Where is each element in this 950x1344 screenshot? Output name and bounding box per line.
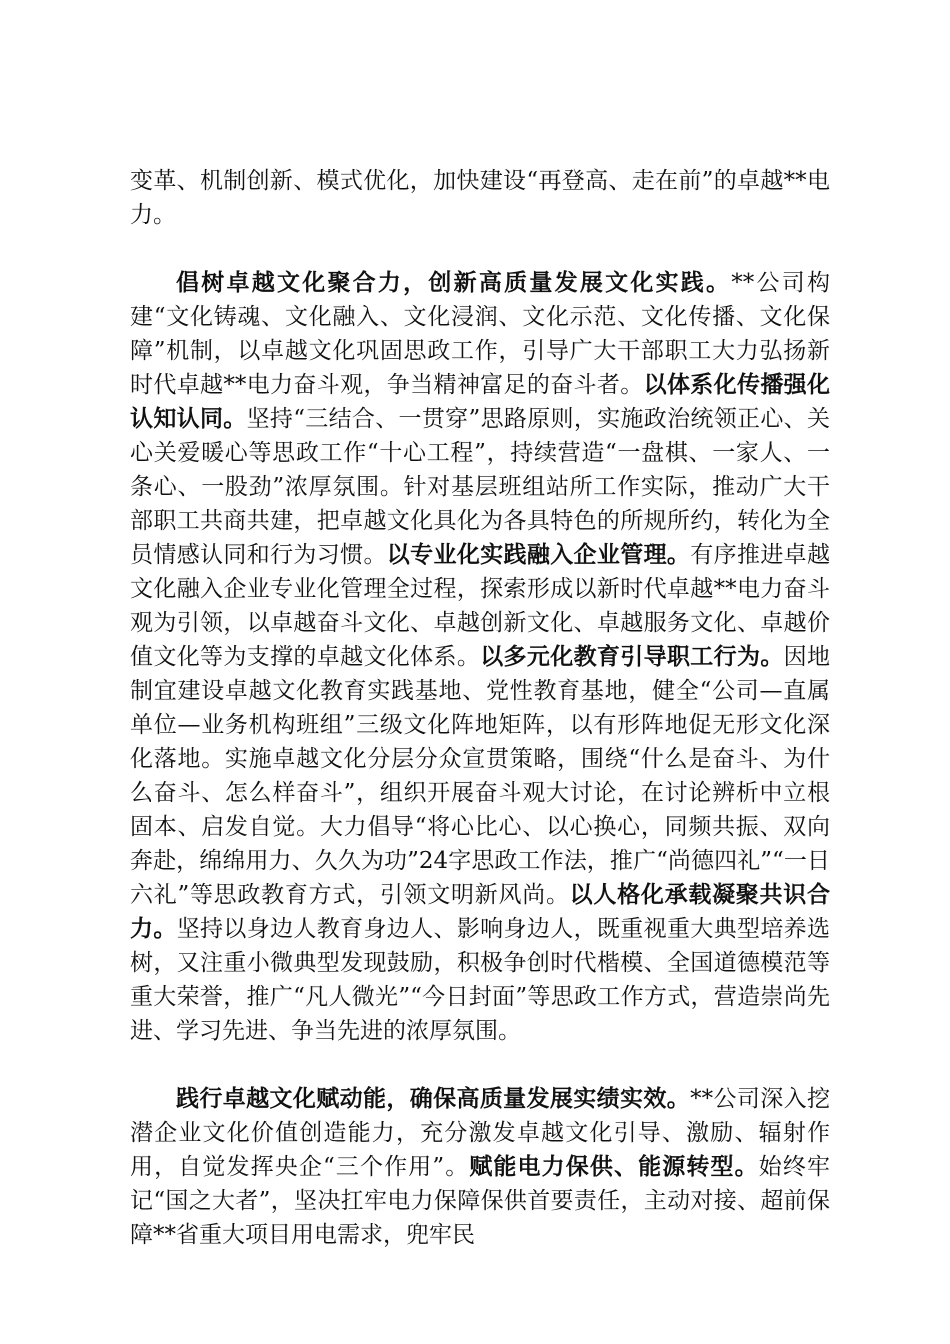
document-page <box>130 164 830 1252</box>
inline-heading-diversified-education: 以多元化教育引导职工行为。 <box>480 643 784 670</box>
inline-heading-power-supply: 赋能电力保供、能源转型。 <box>469 1153 759 1180</box>
paragraph-culture-practice <box>130 266 830 1048</box>
paragraph-text: **公司深入挖潜企业文化价值创造能力，充分激发卓越文化引导、激励、辐射作用，自觉发挥央企“三个作用”。 <box>130 1086 831 1180</box>
paragraph-culture-empowerment <box>130 1082 830 1252</box>
inline-heading-professional-practice: 以专业化实践融入企业管理。 <box>386 541 691 568</box>
paragraph-text: 始终牢记“国之大者”，坚决扛牢电力保障保供首要责任，主动对接、超前保障**省重大项目用电需求，兜牢民 <box>130 1154 830 1248</box>
paragraph-text: 坚持“三结合、一贯穿”思路原则，实施政治统领正心、关心关爱暖心等思政工作“十心工程”，持续营造“一盘棋、一家人、一条心、一股劲”浓厚氛围。针对基层班组站所工作实际，推动广大干部职工共商共建，把卓越文化具化为各具特色的所规所约，转化为全员情感认同和行为习惯。 <box>130 406 830 568</box>
paragraph-text: 有序推进卓越文化融入企业专业化管理全过程，探索形成以新时代卓越**电力奋斗观为引领，以卓越奋斗文化、卓越创新文化、卓越服务文化、卓越价值文化等为支撑的卓越文化体系。 <box>130 542 831 670</box>
inline-heading-system-communication: 以体系化传播强化认知认同。 <box>130 371 831 432</box>
paragraph-text: **公司构建“文化铸魂、文化融入、文化浸润、文化示范、文化传播、文化保障”机制，以卓越文化巩固思政工作，引导广大干部职工大力弘扬新时代卓越**电力奋斗观，争当精神富足的奋斗者。 <box>130 270 831 398</box>
paragraph-text: 因地制宜建设卓越文化教育实践基地、党性教育基地，健全“公司—直属单位—业务机构班组”三级文化阵地矩阵，以有形阵地促无形文化深化落地。实施卓越文化分层分众宣贯策略，围绕“什么是奋斗、为什么奋斗、怎么样奋斗”，组织开展奋斗观大讨论，在讨论辨析中立根固本、启发自觉。大力倡导“将心比心、以心换心，同频共振、双向奔赴，绵绵用力、久久为功”24字思政工作法，推广“尚德四礼”“一日六礼”等思政教育方式，引领文明新风尚。 <box>130 644 831 908</box>
paragraph-continuation: 变革、机制创新、模式优化，加快建设“再登高、走在前”的卓越**电力。 <box>130 168 830 228</box>
paragraph-heading: 践行卓越文化赋动能，确保高质量发展实绩实效。 <box>176 1085 691 1112</box>
paragraph-text: 坚持以身边人教育身边人、影响身边人，既重视重大典型培养选树，又注重小微典型发现鼓励，积极争创时代楷模、全国道德模范等重大荣誉，推广“凡人微光”“今日封面”等思政工作方式，营造崇尚先进、学习先进、争当先进的浓厚氛围。 <box>130 916 831 1044</box>
paragraph-heading: 倡树卓越文化聚合力，创新高质量发展文化实践。 <box>176 269 732 296</box>
inline-heading-personified-carrier: 以人格化承载凝聚共识合力。 <box>130 881 830 942</box>
